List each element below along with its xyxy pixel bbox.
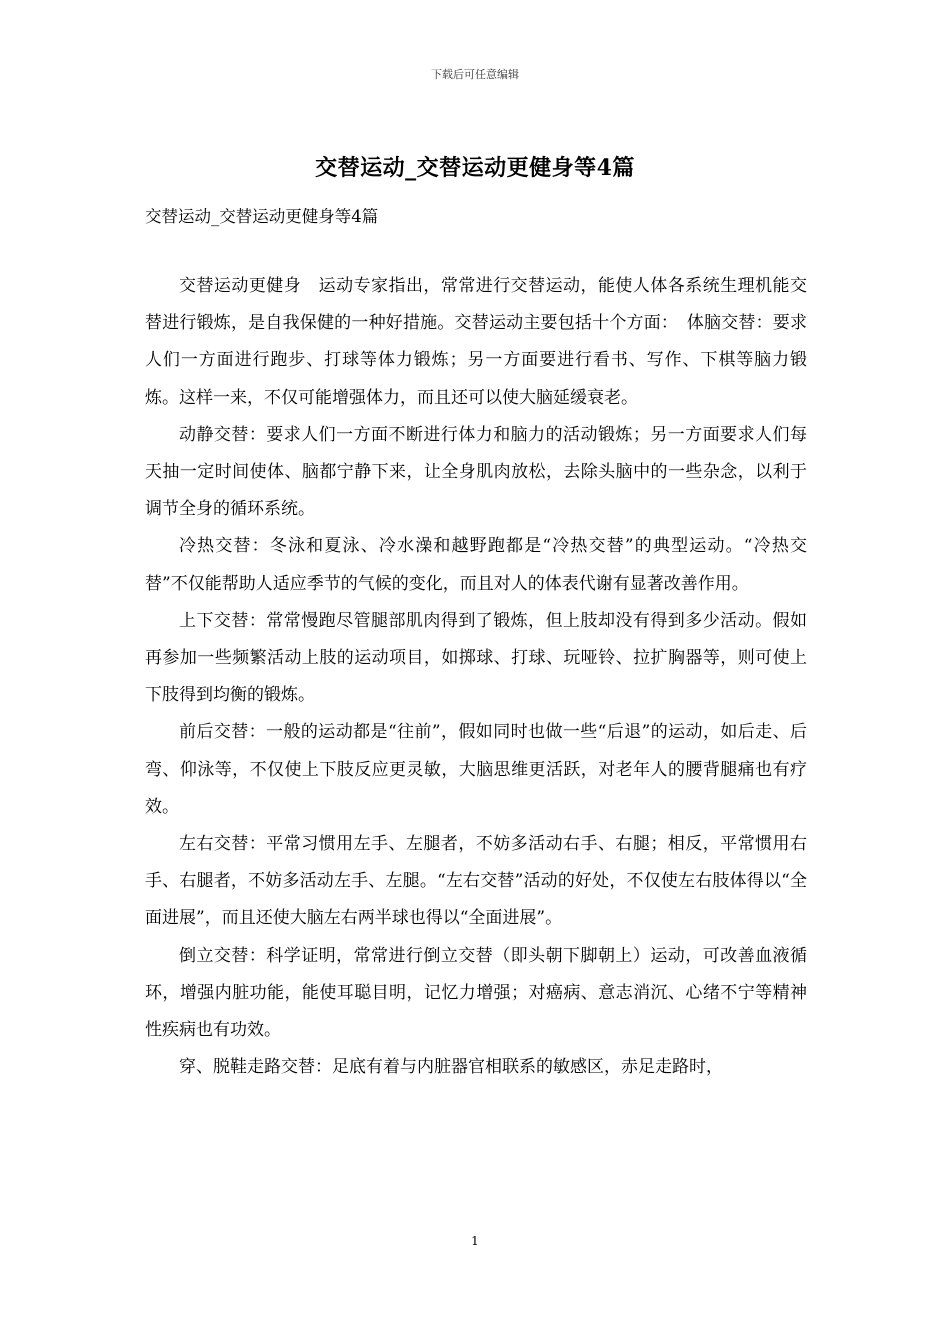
paragraph-forward-backward: 前后交替：一般的运动都是“往前”，假如同时也做一些“后退”的运动，如后走、后弯、仰泳等，不仅使上下肢反应更灵敏，大脑思维更活跃，对老年人的腰背腿痛也有疗效。 [145,722,807,817]
paragraph-left-right: 左右交替：平常习惯用左手、左腿者，不妨多活动右手、右腿；相反，平常惯用右手、右腿者，不妨多活动左手、左腿。“左右交替”活动的好处，不仅使左右肢体得以“全面进展”，而且还使大脑左右两半球也得以“全面进展”。 [145,834,807,929]
paragraph-cold-hot: 冷热交替：冬泳和夏泳、冷水澡和越野跑都是“冷热交替”的典型运动。“冷热交替”不仅能帮助人适应季节的气候的变化，而且对人的体表代谢有显著改善作用。 [145,536,807,594]
paragraph-motion-stillness: 动静交替：要求人们一方面不断进行体力和脑力的活动锻炼；另一方面要求人们每天抽一定时间使体、脑都宁静下来，让全身肌肉放松，去除头脑中的一些杂念，以利于调节全身的循环系统。 [145,424,807,520]
paragraph-intro-body-brain: 交替运动更健身 运动专家指出，常常进行交替运动，能使人体各系统生理机能交替进行锻炼，是自我保健的一种好措施。交替运动主要包括十个方面： 体脑交替：要求人们一方面进行跑步、打球等体力锻炼；另一方面要进行看书、写作、下棋等脑力锻炼。这样一来，不仅可能增强体力，而且还可以使大脑延缓衰老。 [145,276,807,408]
page-number: 1 [471,1234,479,1248]
document-title: 交替运动_交替运动更健身等4篇 [315,155,635,181]
paragraph-inverted: 倒立交替：科学证明，常常进行倒立交替（即头朝下脚朝上）运动，可改善血液循环，增强内脏功能，能使耳聪目明，记忆力增强；对癌病、意志消沉、心绪不宁等精神性疾病也有功效。 [145,945,807,1041]
page-header-note: 下载后可任意编辑 [431,68,519,81]
document-subtitle: 交替运动_交替运动更健身等4篇 [145,207,379,226]
document-body [145,268,807,1086]
paragraph-shoes-on-off: 穿、脱鞋走路交替：足底有着与内脏器官相联系的敏感区，赤足走路时， [179,1057,723,1078]
paragraph-upper-lower: 上下交替：常常慢跑尽管腿部肌肉得到了锻炼，但上肢却没有得到多少活动。假如再参加一些频繁活动上肢的运动项目，如掷球、打球、玩哑铃、拉扩胸器等，则可使上下肢得到均衡的锻炼。 [145,610,807,706]
